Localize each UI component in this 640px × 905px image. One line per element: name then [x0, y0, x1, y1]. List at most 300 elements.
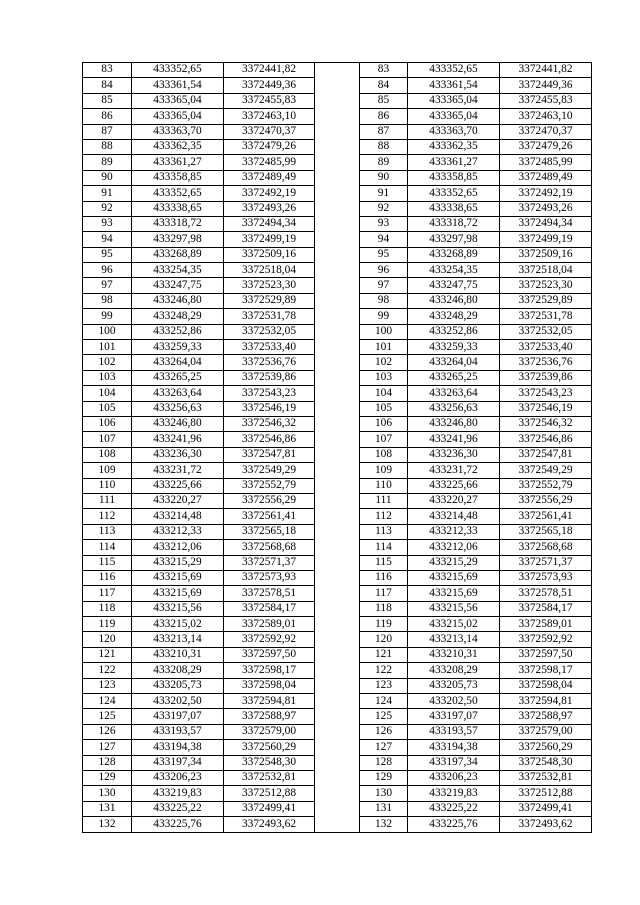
column-gap — [315, 801, 360, 816]
left-x-coordinate: 433210,31 — [132, 647, 224, 662]
column-gap — [315, 740, 360, 755]
left-x-coordinate: 433212,33 — [132, 524, 224, 539]
left-x-coordinate: 433338,65 — [132, 201, 224, 216]
right-y-coordinate: 3372588,97 — [500, 709, 592, 724]
table-row — [83, 63, 592, 78]
left-y-coordinate: 3372573,93 — [224, 570, 315, 585]
left-y-coordinate: 3372523,30 — [224, 278, 315, 293]
left-point-number: 129 — [83, 770, 132, 785]
left-x-coordinate: 433215,29 — [132, 555, 224, 570]
right-point-number: 103 — [360, 370, 408, 385]
right-point-number: 102 — [360, 355, 408, 370]
left-y-coordinate: 3372546,32 — [224, 416, 315, 431]
table-row — [83, 724, 592, 739]
left-y-coordinate: 3372470,37 — [224, 124, 315, 139]
column-gap — [315, 124, 360, 139]
right-x-coordinate: 433297,98 — [408, 232, 500, 247]
left-y-coordinate: 3372533,40 — [224, 340, 315, 355]
left-y-coordinate: 3372565,18 — [224, 524, 315, 539]
column-gap — [315, 632, 360, 647]
right-point-number: 130 — [360, 786, 408, 801]
right-x-coordinate: 433358,85 — [408, 170, 500, 185]
right-x-coordinate: 433363,70 — [408, 124, 500, 139]
left-x-coordinate: 433241,96 — [132, 432, 224, 447]
right-y-coordinate: 3372546,19 — [500, 401, 592, 416]
right-y-coordinate: 3372523,30 — [500, 278, 592, 293]
left-point-number: 123 — [83, 678, 132, 693]
right-y-coordinate: 3372556,29 — [500, 493, 592, 508]
left-y-coordinate: 3372532,81 — [224, 770, 315, 785]
left-point-number: 127 — [83, 740, 132, 755]
right-y-coordinate: 3372529,89 — [500, 293, 592, 308]
table-row — [83, 416, 592, 431]
right-y-coordinate: 3372579,00 — [500, 724, 592, 739]
left-x-coordinate: 433208,29 — [132, 663, 224, 678]
table-row — [83, 555, 592, 570]
left-y-coordinate: 3372463,10 — [224, 109, 315, 124]
right-x-coordinate: 433212,33 — [408, 524, 500, 539]
left-point-number: 112 — [83, 509, 132, 524]
left-x-coordinate: 433365,04 — [132, 93, 224, 108]
column-gap — [315, 386, 360, 401]
left-point-number: 113 — [83, 524, 132, 539]
table-row — [83, 155, 592, 170]
left-point-number: 87 — [83, 124, 132, 139]
left-x-coordinate: 433219,83 — [132, 786, 224, 801]
right-y-coordinate: 3372592,92 — [500, 632, 592, 647]
right-point-number: 99 — [360, 309, 408, 324]
column-gap — [315, 678, 360, 693]
left-y-coordinate: 3372441,82 — [224, 63, 315, 78]
right-point-number: 95 — [360, 247, 408, 262]
left-point-number: 130 — [83, 786, 132, 801]
right-y-coordinate: 3372565,18 — [500, 524, 592, 539]
right-x-coordinate: 433256,63 — [408, 401, 500, 416]
left-y-coordinate: 3372594,81 — [224, 694, 315, 709]
column-gap — [315, 416, 360, 431]
column-gap — [315, 493, 360, 508]
right-y-coordinate: 3372568,68 — [500, 540, 592, 555]
right-x-coordinate: 433219,83 — [408, 786, 500, 801]
table-row — [83, 309, 592, 324]
column-gap — [315, 509, 360, 524]
right-y-coordinate: 3372571,37 — [500, 555, 592, 570]
right-point-number: 93 — [360, 216, 408, 231]
table-row — [83, 647, 592, 662]
left-y-coordinate: 3372449,36 — [224, 78, 315, 93]
left-y-coordinate: 3372455,83 — [224, 93, 315, 108]
right-point-number: 121 — [360, 647, 408, 662]
right-point-number: 114 — [360, 540, 408, 555]
table-row — [83, 447, 592, 462]
left-x-coordinate: 433256,63 — [132, 401, 224, 416]
left-x-coordinate: 433206,23 — [132, 770, 224, 785]
right-x-coordinate: 433263,64 — [408, 386, 500, 401]
right-x-coordinate: 433215,69 — [408, 570, 500, 585]
left-y-coordinate: 3372536,76 — [224, 355, 315, 370]
left-x-coordinate: 433212,06 — [132, 540, 224, 555]
left-y-coordinate: 3372543,23 — [224, 386, 315, 401]
right-point-number: 131 — [360, 801, 408, 816]
right-x-coordinate: 433208,29 — [408, 663, 500, 678]
left-point-number: 124 — [83, 694, 132, 709]
left-x-coordinate: 433247,75 — [132, 278, 224, 293]
column-gap — [315, 432, 360, 447]
left-point-number: 94 — [83, 232, 132, 247]
left-x-coordinate: 433362,35 — [132, 139, 224, 154]
right-y-coordinate: 3372552,79 — [500, 478, 592, 493]
right-y-coordinate: 3372509,16 — [500, 247, 592, 262]
column-gap — [315, 401, 360, 416]
left-point-number: 111 — [83, 493, 132, 508]
right-point-number: 120 — [360, 632, 408, 647]
column-gap — [315, 216, 360, 231]
left-point-number: 99 — [83, 309, 132, 324]
left-x-coordinate: 433365,04 — [132, 109, 224, 124]
left-y-coordinate: 3372493,26 — [224, 201, 315, 216]
left-y-coordinate: 3372598,04 — [224, 678, 315, 693]
right-y-coordinate: 3372584,17 — [500, 601, 592, 616]
right-x-coordinate: 433214,48 — [408, 509, 500, 524]
column-gap — [315, 78, 360, 93]
coordinates-table-body — [83, 63, 592, 833]
right-y-coordinate: 3372449,36 — [500, 78, 592, 93]
left-y-coordinate: 3372493,62 — [224, 817, 315, 832]
right-x-coordinate: 433259,33 — [408, 340, 500, 355]
right-point-number: 89 — [360, 155, 408, 170]
left-point-number: 128 — [83, 755, 132, 770]
right-x-coordinate: 433338,65 — [408, 201, 500, 216]
left-x-coordinate: 433297,98 — [132, 232, 224, 247]
table-row — [83, 463, 592, 478]
left-y-coordinate: 3372485,99 — [224, 155, 315, 170]
right-y-coordinate: 3372499,19 — [500, 232, 592, 247]
right-point-number: 115 — [360, 555, 408, 570]
left-point-number: 91 — [83, 186, 132, 201]
left-y-coordinate: 3372597,50 — [224, 647, 315, 662]
left-point-number: 101 — [83, 340, 132, 355]
right-y-coordinate: 3372536,76 — [500, 355, 592, 370]
right-x-coordinate: 433205,73 — [408, 678, 500, 693]
left-y-coordinate: 3372549,29 — [224, 463, 315, 478]
column-gap — [315, 324, 360, 339]
column-gap — [315, 647, 360, 662]
left-point-number: 117 — [83, 586, 132, 601]
right-x-coordinate: 433365,04 — [408, 109, 500, 124]
column-gap — [315, 570, 360, 585]
left-point-number: 93 — [83, 216, 132, 231]
right-x-coordinate: 433362,35 — [408, 139, 500, 154]
left-point-number: 95 — [83, 247, 132, 262]
table-row — [83, 170, 592, 185]
table-row — [83, 278, 592, 293]
right-y-coordinate: 3372598,17 — [500, 663, 592, 678]
right-x-coordinate: 433213,14 — [408, 632, 500, 647]
table-row — [83, 694, 592, 709]
table-row — [83, 201, 592, 216]
left-x-coordinate: 433215,69 — [132, 570, 224, 585]
right-y-coordinate: 3372493,26 — [500, 201, 592, 216]
left-x-coordinate: 433225,76 — [132, 817, 224, 832]
left-x-coordinate: 433248,29 — [132, 309, 224, 324]
column-gap — [315, 694, 360, 709]
left-point-number: 83 — [83, 63, 132, 78]
right-y-coordinate: 3372531,78 — [500, 309, 592, 324]
right-y-coordinate: 3372561,41 — [500, 509, 592, 524]
table-row — [83, 293, 592, 308]
left-point-number: 88 — [83, 139, 132, 154]
right-point-number: 87 — [360, 124, 408, 139]
right-x-coordinate: 433231,72 — [408, 463, 500, 478]
right-point-number: 104 — [360, 386, 408, 401]
left-y-coordinate: 3372548,30 — [224, 755, 315, 770]
left-x-coordinate: 433205,73 — [132, 678, 224, 693]
left-point-number: 118 — [83, 601, 132, 616]
right-x-coordinate: 433225,22 — [408, 801, 500, 816]
left-point-number: 106 — [83, 416, 132, 431]
left-point-number: 98 — [83, 293, 132, 308]
right-y-coordinate: 3372518,04 — [500, 263, 592, 278]
left-point-number: 122 — [83, 663, 132, 678]
table-row — [83, 370, 592, 385]
column-gap — [315, 709, 360, 724]
left-y-coordinate: 3372589,01 — [224, 617, 315, 632]
left-point-number: 104 — [83, 386, 132, 401]
left-y-coordinate: 3372579,00 — [224, 724, 315, 739]
table-row — [83, 632, 592, 647]
left-x-coordinate: 433361,27 — [132, 155, 224, 170]
left-y-coordinate: 3372531,78 — [224, 309, 315, 324]
right-point-number: 108 — [360, 447, 408, 462]
right-x-coordinate: 433265,25 — [408, 370, 500, 385]
left-x-coordinate: 433194,38 — [132, 740, 224, 755]
left-x-coordinate: 433352,65 — [132, 186, 224, 201]
left-y-coordinate: 3372546,19 — [224, 401, 315, 416]
right-point-number: 84 — [360, 78, 408, 93]
right-y-coordinate: 3372492,19 — [500, 186, 592, 201]
right-x-coordinate: 433248,29 — [408, 309, 500, 324]
column-gap — [315, 93, 360, 108]
right-x-coordinate: 433252,86 — [408, 324, 500, 339]
right-point-number: 112 — [360, 509, 408, 524]
right-y-coordinate: 3372549,29 — [500, 463, 592, 478]
left-x-coordinate: 433259,33 — [132, 340, 224, 355]
table-row — [83, 78, 592, 93]
right-point-number: 113 — [360, 524, 408, 539]
column-gap — [315, 355, 360, 370]
right-y-coordinate: 3372546,32 — [500, 416, 592, 431]
right-point-number: 91 — [360, 186, 408, 201]
right-point-number: 86 — [360, 109, 408, 124]
column-gap — [315, 817, 360, 832]
left-x-coordinate: 433352,65 — [132, 63, 224, 78]
right-point-number: 119 — [360, 617, 408, 632]
left-y-coordinate: 3372512,88 — [224, 786, 315, 801]
column-gap — [315, 139, 360, 154]
left-x-coordinate: 433202,50 — [132, 694, 224, 709]
right-point-number: 126 — [360, 724, 408, 739]
right-x-coordinate: 433264,04 — [408, 355, 500, 370]
table-row — [83, 770, 592, 785]
left-y-coordinate: 3372571,37 — [224, 555, 315, 570]
table-row — [83, 401, 592, 416]
right-point-number: 128 — [360, 755, 408, 770]
table-row — [83, 139, 592, 154]
right-x-coordinate: 433215,02 — [408, 617, 500, 632]
left-x-coordinate: 433231,72 — [132, 463, 224, 478]
left-point-number: 110 — [83, 478, 132, 493]
left-point-number: 107 — [83, 432, 132, 447]
column-gap — [315, 278, 360, 293]
left-y-coordinate: 3372479,26 — [224, 139, 315, 154]
right-y-coordinate: 3372512,88 — [500, 786, 592, 801]
right-y-coordinate: 3372499,41 — [500, 801, 592, 816]
left-x-coordinate: 433215,69 — [132, 586, 224, 601]
left-y-coordinate: 3372546,86 — [224, 432, 315, 447]
right-point-number: 85 — [360, 93, 408, 108]
table-row — [83, 740, 592, 755]
right-y-coordinate: 3372494,34 — [500, 216, 592, 231]
column-gap — [315, 170, 360, 185]
left-x-coordinate: 433265,25 — [132, 370, 224, 385]
left-y-coordinate: 3372539,86 — [224, 370, 315, 385]
column-gap — [315, 555, 360, 570]
left-x-coordinate: 433225,22 — [132, 801, 224, 816]
table-row — [83, 493, 592, 508]
right-y-coordinate: 3372589,01 — [500, 617, 592, 632]
left-x-coordinate: 433225,66 — [132, 478, 224, 493]
column-gap — [315, 586, 360, 601]
left-point-number: 119 — [83, 617, 132, 632]
left-point-number: 90 — [83, 170, 132, 185]
left-y-coordinate: 3372492,19 — [224, 186, 315, 201]
column-gap — [315, 309, 360, 324]
right-y-coordinate: 3372560,29 — [500, 740, 592, 755]
table-row — [83, 801, 592, 816]
left-y-coordinate: 3372578,51 — [224, 586, 315, 601]
right-point-number: 124 — [360, 694, 408, 709]
left-x-coordinate: 433214,48 — [132, 509, 224, 524]
right-point-number: 97 — [360, 278, 408, 293]
left-y-coordinate: 3372518,04 — [224, 263, 315, 278]
left-x-coordinate: 433197,07 — [132, 709, 224, 724]
left-x-coordinate: 433197,34 — [132, 755, 224, 770]
left-point-number: 84 — [83, 78, 132, 93]
right-x-coordinate: 433241,96 — [408, 432, 500, 447]
right-y-coordinate: 3372532,81 — [500, 770, 592, 785]
right-point-number: 111 — [360, 493, 408, 508]
left-x-coordinate: 433215,02 — [132, 617, 224, 632]
right-y-coordinate: 3372489,49 — [500, 170, 592, 185]
left-y-coordinate: 3372598,17 — [224, 663, 315, 678]
left-y-coordinate: 3372547,81 — [224, 447, 315, 462]
left-point-number: 103 — [83, 370, 132, 385]
column-gap — [315, 232, 360, 247]
left-point-number: 102 — [83, 355, 132, 370]
right-x-coordinate: 433318,72 — [408, 216, 500, 231]
left-point-number: 120 — [83, 632, 132, 647]
right-x-coordinate: 433202,50 — [408, 694, 500, 709]
right-x-coordinate: 433246,80 — [408, 293, 500, 308]
column-gap — [315, 340, 360, 355]
right-x-coordinate: 433236,30 — [408, 447, 500, 462]
right-y-coordinate: 3372441,82 — [500, 63, 592, 78]
column-gap — [315, 155, 360, 170]
right-x-coordinate: 433247,75 — [408, 278, 500, 293]
right-y-coordinate: 3372485,99 — [500, 155, 592, 170]
left-y-coordinate: 3372509,16 — [224, 247, 315, 262]
left-y-coordinate: 3372499,19 — [224, 232, 315, 247]
table-row — [83, 93, 592, 108]
left-x-coordinate: 433358,85 — [132, 170, 224, 185]
left-point-number: 96 — [83, 263, 132, 278]
right-y-coordinate: 3372533,40 — [500, 340, 592, 355]
table-row — [83, 817, 592, 832]
right-point-number: 98 — [360, 293, 408, 308]
column-gap — [315, 786, 360, 801]
right-point-number: 100 — [360, 324, 408, 339]
left-point-number: 109 — [83, 463, 132, 478]
right-point-number: 107 — [360, 432, 408, 447]
table-row — [83, 786, 592, 801]
left-y-coordinate: 3372489,49 — [224, 170, 315, 185]
column-gap — [315, 617, 360, 632]
right-x-coordinate: 433197,07 — [408, 709, 500, 724]
left-y-coordinate: 3372494,34 — [224, 216, 315, 231]
table-row — [83, 478, 592, 493]
right-x-coordinate: 433225,76 — [408, 817, 500, 832]
right-x-coordinate: 433225,66 — [408, 478, 500, 493]
right-x-coordinate: 433197,34 — [408, 755, 500, 770]
column-gap — [315, 247, 360, 262]
right-point-number: 101 — [360, 340, 408, 355]
column-gap — [315, 524, 360, 539]
column-gap — [315, 463, 360, 478]
right-point-number: 106 — [360, 416, 408, 431]
left-point-number: 86 — [83, 109, 132, 124]
column-gap — [315, 770, 360, 785]
column-gap — [315, 186, 360, 201]
column-gap — [315, 601, 360, 616]
right-y-coordinate: 3372493,62 — [500, 817, 592, 832]
left-y-coordinate: 3372529,89 — [224, 293, 315, 308]
table-row — [83, 540, 592, 555]
column-gap — [315, 293, 360, 308]
table-row — [83, 663, 592, 678]
coordinates-table — [82, 62, 592, 833]
column-gap — [315, 109, 360, 124]
left-x-coordinate: 433246,80 — [132, 416, 224, 431]
left-point-number: 97 — [83, 278, 132, 293]
left-point-number: 100 — [83, 324, 132, 339]
left-y-coordinate: 3372556,29 — [224, 493, 315, 508]
left-y-coordinate: 3372592,92 — [224, 632, 315, 647]
column-gap — [315, 724, 360, 739]
left-y-coordinate: 3372560,29 — [224, 740, 315, 755]
right-y-coordinate: 3372547,81 — [500, 447, 592, 462]
right-x-coordinate: 433352,65 — [408, 63, 500, 78]
right-x-coordinate: 433361,27 — [408, 155, 500, 170]
table-row — [83, 755, 592, 770]
right-x-coordinate: 433365,04 — [408, 93, 500, 108]
right-y-coordinate: 3372470,37 — [500, 124, 592, 139]
right-x-coordinate: 433210,31 — [408, 647, 500, 662]
left-y-coordinate: 3372588,97 — [224, 709, 315, 724]
left-point-number: 105 — [83, 401, 132, 416]
right-x-coordinate: 433215,29 — [408, 555, 500, 570]
right-x-coordinate: 433268,89 — [408, 247, 500, 262]
left-x-coordinate: 433213,14 — [132, 632, 224, 647]
